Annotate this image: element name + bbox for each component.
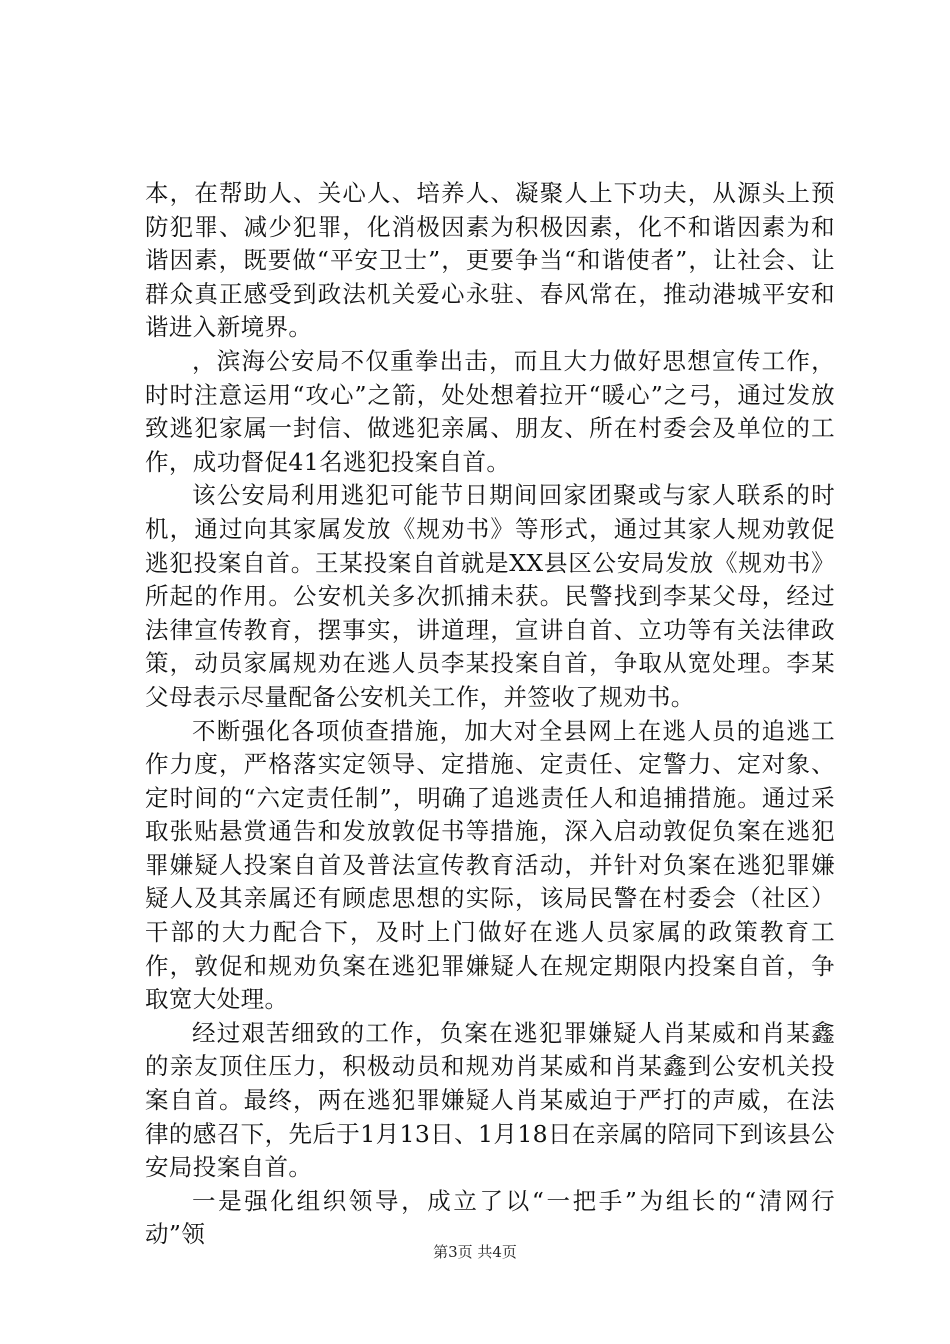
paragraph-organization-leadership: 一是强化组织领导，成立了以“一把手”为组长的“清网行动”领 bbox=[145, 1186, 835, 1249]
paragraph-investigation-measures: 不断强化各项侦查措施，加大对全县网上在逃人员的追逃工作力度，严格落实定领导、定措施、定责任、定警力、定对象、定时间的“六定责任制”，明确了追逃责任人和追捕措施。通过采取张贴悬赏通告和发放敦促书等措施，深入启动敦促负案在逃犯罪嫌疑人投案自首及普法宣传教育活动，并针对负案在逃犯罪嫌疑人及其亲属还有顾虑思想的实际，该局民警在村委会（社区）干部的大力配合下，及时上门做好在逃人员家属的政策教育工作，敦促和规劝负案在逃犯罪嫌疑人在规定期限内投案自首，争取宽大处理。 bbox=[145, 716, 835, 1014]
document-body bbox=[145, 177, 835, 1252]
paragraph-binhai-police: ，滨海公安局不仅重拳出击，而且大力做好思想宣传工作，时时注意运用“攻心”之箭，处处想着拉开“暖心”之弓，通过发放致逃犯家属一封信、做逃犯亲属、朋友、所在村委会及单位的工作，成功督促41名逃犯投案自首。 bbox=[145, 346, 835, 476]
page-number-footer: 第3页 共4页 bbox=[433, 1243, 517, 1261]
paragraph-surrender-outcome: 经过艰苦细致的工作，负案在逃犯罪嫌疑人肖某威和肖某鑫的亲友顶住压力，积极动员和规劝肖某威和肖某鑫到公安机关投案自首。最终，两在逃犯罪嫌疑人肖某威迫于严打的声威，在法律的感召下，先后于1月13日、1月18日在亲属的陪同下到该县公安局投案自首。 bbox=[145, 1018, 835, 1182]
paragraph-continuation: 本，在帮助人、关心人、培养人、凝聚人上下功夫，从源头上预防犯罪、减少犯罪，化消极因素为积极因素，化不和谐因素为和谐因素，既要做“平安卫士”，更要争当“和谐使者”，让社会、让群众真正感受到政法机关爱心永驻、春风常在，推动港城平安和谐进入新境界。 bbox=[145, 179, 835, 342]
paragraph-persuasion-letter: 该公安局利用逃犯可能节日期间回家团聚或与家人联系的时机，通过向其家属发放《规劝书》等形式，通过其家人规劝敦促逃犯投案自首。王某投案自首就是XX县区公安局发放《规劝书》所起的作用。公安机关多次抓捕未获。民警找到李某父母，经过法律宣传教育，摆事实，讲道理，宣讲自首、立功等有关法律政策，动员家属规劝在逃人员李某投案自首，争取从宽处理。李某父母表示尽量配备公安机关工作，并签收了规劝书。 bbox=[145, 481, 835, 711]
